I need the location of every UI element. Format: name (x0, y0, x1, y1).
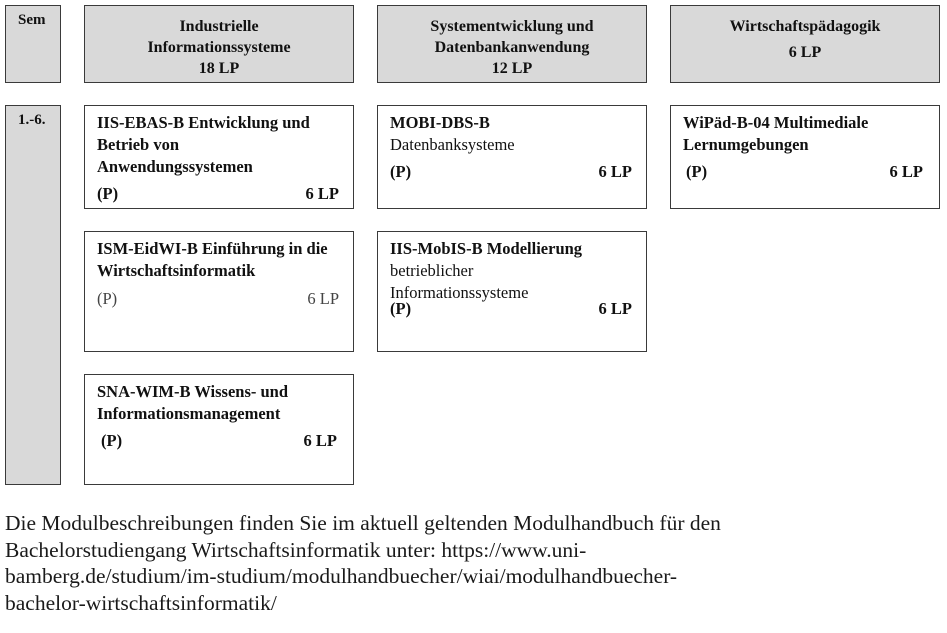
semester-range-cell (5, 105, 61, 485)
column-header-title-line: Wirtschaftspädagogik (729, 18, 881, 35)
module-type: (P) (97, 184, 119, 203)
footer-line: bachelor-wirtschaftsinformatik/ (5, 590, 277, 615)
module-title-line: SNA-WIM-B Wissens- und (97, 382, 289, 401)
module-card-iis-ebas-b (84, 105, 354, 209)
module-card-mobi-dbs-b (377, 105, 647, 209)
module-type: (P) (390, 162, 412, 181)
module-title-line: IIS-MobIS-B Modellierung (390, 239, 583, 258)
module-title-line: Betrieb von (97, 135, 180, 154)
module-type: (P) (390, 299, 412, 318)
module-title-line: Wirtschaftsinformatik (97, 261, 256, 280)
module-lp: 6 LP (305, 184, 339, 203)
module-type: (P) (686, 162, 708, 181)
module-meta-row (97, 183, 339, 205)
module-type: (P) (101, 431, 123, 450)
column-header-wirtschaftspaedagogik (670, 5, 940, 83)
module-lp: 6 LP (889, 162, 923, 181)
module-lp: 6 LP (307, 289, 339, 308)
column-header-lp: 12 LP (491, 60, 533, 77)
module-title-line: MOBI-DBS-B (390, 113, 490, 132)
column-header-industrielle-informationssysteme (84, 5, 354, 83)
module-meta-row (97, 288, 339, 310)
module-type: (P) (97, 289, 118, 308)
column-header-lp: 6 LP (788, 44, 822, 61)
column-header-lp: 18 LP (198, 60, 240, 77)
module-card-sna-wim-b (84, 374, 354, 485)
module-lp: 6 LP (303, 431, 337, 450)
footer-line: Die Modulbeschreibungen finden Sie im aktuell geltenden Modulhandbuch für den (5, 511, 721, 535)
column-header-systementwicklung (377, 5, 647, 83)
semester-range-label: 1.-6. (18, 112, 46, 128)
module-lp: 6 LP (598, 162, 632, 181)
module-meta-row (390, 161, 632, 183)
column-header-title-line: Industrielle (179, 18, 259, 35)
module-meta-row (390, 298, 632, 320)
module-title-line: ISM-EidWI-B Einführung in die (97, 239, 328, 258)
module-title-line: IIS-EBAS-B Entwicklung und (97, 113, 310, 132)
module-lp: 6 LP (598, 299, 632, 318)
module-card-ism-eidwi-b (84, 231, 354, 352)
module-title-line: Lernumgebungen (683, 135, 809, 154)
module-handbook-note (5, 510, 940, 616)
module-title-line: Anwendungssystemen (97, 157, 253, 176)
footer-line: bamberg.de/studium/im-studium/modulhandbuecher/wiai/modulhandbuecher- (5, 564, 678, 588)
module-card-iis-mobis-b (377, 231, 647, 352)
module-meta-row (101, 430, 337, 452)
column-header-title-line: Datenbankanwendung (434, 39, 590, 56)
module-title-line: Informationsmanagement (97, 404, 281, 423)
footer-line: Bachelorstudiengang Wirtschaftsinformatik unter: https://www.uni- (5, 537, 587, 562)
semester-header-cell (5, 5, 61, 83)
module-title-line: betrieblicher (390, 261, 474, 280)
module-title-line: Datenbanksysteme (390, 135, 515, 154)
column-header-title-line: Systementwicklung und (430, 18, 594, 35)
module-title-line: WiPäd-B-04 Multimediale (683, 113, 869, 132)
module-card-wipaed-b-04 (670, 105, 940, 209)
semester-header-label: Sem (18, 12, 46, 28)
module-meta-row (686, 161, 923, 183)
module-title-line: Informationssysteme (390, 283, 529, 302)
column-header-title-line: Informationssysteme (147, 39, 291, 56)
